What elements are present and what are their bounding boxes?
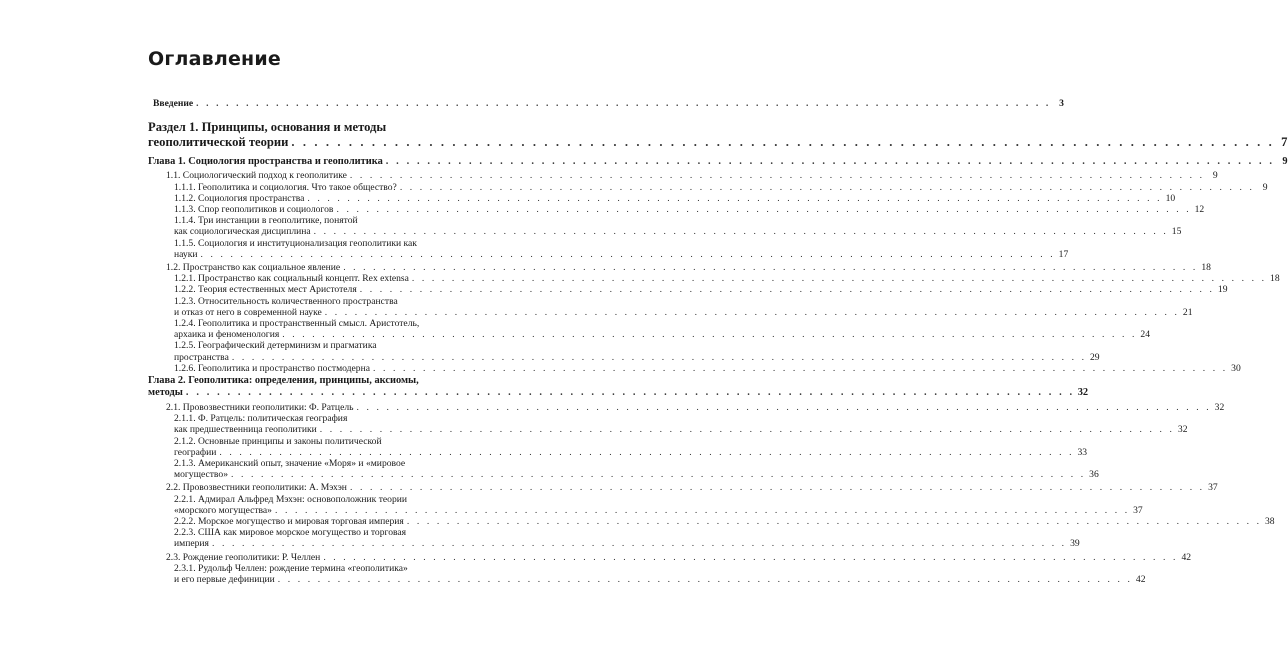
toc-entry-subsub — [148, 237, 1069, 260]
toc-entry-title: 2.3. Рождение геополитики: Р. Челлен — [166, 551, 321, 563]
toc-entry-title: 1.2.6. Геополитика и пространство постмодерна — [174, 362, 370, 374]
toc-entry-title: пространства — [174, 351, 229, 363]
toc-entry-chapter — [148, 375, 1089, 400]
table-of-contents — [148, 98, 1288, 585]
toc-entry-title: 1.2.3. Относительность количественного пространства — [174, 295, 398, 307]
dot-leader: . . . . . . . . . . . . . . . . . . . . . . . . . . . . . . . . . . . . . . . . . . . . . . . . . . . . . . . . . . . . . . . . . . . . . . . . . . . . . . . . . . . . . . — [313, 226, 1169, 238]
dot-leader: . . . . . . . . . . . . . . . . . . . . . . . . . . . . . . . . . . . . . . . . . . . . . . . . . . . . . . . . . . . . . . . . . . . . . . . . . . . . . . . . . . . . . . — [196, 98, 1051, 109]
toc-entry-title: могущество» — [174, 469, 228, 481]
toc-entry-title: как социологическая дисциплина — [174, 226, 311, 238]
toc-entry-title: 2.1.2. Основные принципы и законы политической — [174, 435, 382, 447]
page-number: 9 — [1262, 181, 1268, 193]
page-number: 42 — [1181, 551, 1192, 563]
toc-entry-subsub — [148, 318, 1150, 341]
toc-entry-subsub — [148, 457, 1099, 481]
page-number: 18 — [1201, 262, 1211, 274]
dot-leader: . . . . . . . . . . . . . . . . . . . . . . . . . . . . . . . . . . . . . . . . . . . . . . . . . . . . . . . . . . . . . . . . . . . . . . . . . . . . . . . . . . . . . . — [319, 424, 1175, 436]
dot-leader: . . . . . . . . . . . . . . . . . . . . . . . . . . . . . . . . . . . . . . . . . . . . . . . . . . . . . . . . . . . . . . . . . . . . . . . . . . . . . . . . . . . . . . — [211, 538, 1067, 550]
toc-entry-title: 2.2. Провозвестники геополитики: А. Мэхэн — [166, 482, 347, 494]
dot-leader: . . . . . . . . . . . . . . . . . . . . . . . . . . . . . . . . . . . . . . . . . . . . . . . . . . . . . . . . . . . . . . . . . . . . . . . . . . . . . . . . . . . . . . — [336, 204, 1192, 216]
toc-entry-title: 2.1.3. Американский опыт, значение «Моря» и «мировое — [174, 457, 406, 469]
toc-entry-title: 2.1. Провозвестники геополитики: Ф. Ратцель — [166, 401, 354, 413]
page-number: 32 — [1177, 424, 1188, 436]
dot-leader: . . . . . . . . . . . . . . . . . . . . . . . . . . . . . . . . . . . . . . . . . . . . . . . . . . . . . . . . . . . . . . . . . . . . . . . . . . . . . . . . . . . . . . — [349, 482, 1205, 494]
page-number: 12 — [1194, 204, 1205, 216]
toc-entry-sub — [148, 262, 1211, 274]
page-number: 32 — [1214, 401, 1225, 413]
page-number: 10 — [1165, 192, 1176, 204]
toc-entry-title: и отказ от него в современной науке — [174, 306, 322, 318]
dot-leader: . . . . . . . . . . . . . . . . . . . . . . . . . . . . . . . . . . . . . . . . . . . . . . . . . . . . . . . . . . . . . . . . . . . . . . . . . . . . . . . . . . . . . . — [324, 306, 1180, 318]
toc-entry-subsub — [148, 215, 1182, 238]
dot-leader: . . . . . . . . . . . . . . . . . . . . . . . . . . . . . . . . . . . . . . . . . . . . . . . . . . . . . . . . . . . . . . . . . . . . . . . . . . . . . . . . . . . . . . — [231, 469, 1086, 481]
toc-entry-title: 1.2.5. Географический детерминизм и прагматика — [174, 340, 377, 352]
toc-entry-title: 1.2.4. Геополитика и пространственный смысл. Аристотель, — [174, 318, 420, 330]
toc-entry-title: архаика и феноменология — [174, 329, 280, 341]
toc-entry-subsub — [148, 413, 1188, 436]
page-number: 7 — [1281, 134, 1288, 149]
dot-leader: . . . . . . . . . . . . . . . . . . . . . . . . . . . . . . . . . . . . . . . . . . . . . . . . . . . . . . . . . . . . . . . . . . . . . . . . . . . . . . . . . . . . . . — [291, 134, 1275, 149]
page-number: 21 — [1182, 306, 1193, 318]
page-number: 19 — [1217, 284, 1228, 296]
toc-entry-sub — [148, 551, 1192, 563]
toc-entry-title: науки — [174, 248, 198, 260]
toc-entry-title: Раздел 1. Принципы, основания и методы — [148, 120, 387, 135]
toc-entry-chapter — [148, 156, 1288, 168]
page-number: 18 — [1270, 273, 1280, 285]
toc-entry-sub — [148, 482, 1218, 494]
page-number: 32 — [1077, 387, 1089, 399]
toc-entry-subsub — [148, 204, 1205, 216]
toc-entry-subsub — [148, 562, 1146, 585]
toc-entry-title: 1.1.4. Три инстанции в геополитике, понятой — [174, 215, 358, 227]
page-number: 37 — [1133, 504, 1143, 516]
toc-entry-title: 2.1.1. Ф. Ратцель: политическая география — [174, 413, 348, 425]
page-number: 38 — [1264, 515, 1275, 527]
toc-entry-title: 2.2.3. США как мировое морское могущество и торговая — [174, 527, 407, 539]
page-number: 39 — [1070, 538, 1080, 550]
toc-entry-title: геополитической теории — [148, 134, 289, 149]
toc-entry-title: 2.2.1. Адмирал Альфред Мэхэн: основоположник теории — [174, 493, 408, 505]
toc-entry-title: Введение — [153, 98, 194, 109]
toc-entry-title: 1.2. Пространство как социальное явление — [166, 262, 341, 274]
toc-entry-subsub — [148, 340, 1100, 363]
page-number: 17 — [1058, 248, 1069, 260]
toc-entry-title: как предшественница геополитики — [174, 424, 317, 436]
toc-entry-title: империя — [174, 538, 209, 550]
dot-leader: . . . . . . . . . . . . . . . . . . . . . . . . . . . . . . . . . . . . . . . . . . . . . . . . . . . . . . . . . . . . . . . . . . . . . . . . . . . . . . . . . . . . . . — [406, 515, 1262, 527]
dot-leader: . . . . . . . . . . . . . . . . . . . . . . . . . . . . . . . . . . . . . . . . . . . . . . . . . . . . . . . . . . . . . . . . . . . . . . . . . . . . . . . . . . . . . . — [399, 181, 1255, 193]
dot-leader: . . . . . . . . . . . . . . . . . . . . . . . . . . . . . . . . . . . . . . . . . . . . . . . . . . . . . . . . . . . . . . . . . . . . . . . . . . . . . . . . . . . . . . — [200, 248, 1056, 260]
page-number: 29 — [1089, 351, 1100, 363]
toc-entry-subsub — [148, 284, 1228, 296]
dot-leader: . . . . . . . . . . . . . . . . . . . . . . . . . . . . . . . . . . . . . . . . . . . . . . . . . . . . . . . . . . . . . . . . . . . . . . . . . . . . . . . . . . . . . . — [231, 351, 1087, 363]
toc-entry-title: географии — [174, 446, 217, 458]
page-number: 9 — [1282, 156, 1288, 168]
dot-leader: . . . . . . . . . . . . . . . . . . . . . . . . . . . . . . . . . . . . . . . . . . . . . . . . . . . . . . . . . . . . . . . . . . . . . . . . . . . . . . . . . . . . . . — [411, 273, 1267, 285]
toc-entry-title: 1.1.5. Социология и институционализация геополитики как — [174, 237, 417, 249]
toc-entry-subsub — [148, 192, 1176, 204]
toc-entry-title: 2.2.2. Морское могущество и мировая торговая империя — [174, 515, 404, 527]
toc-entry-title: «морского могущества» — [174, 504, 272, 516]
dot-leader: . . . . . . . . . . . . . . . . . . . . . . . . . . . . . . . . . . . . . . . . . . . . . . . . . . . . . . . . . . . . . . . . . . . . . . . . . . . . . . . . . . . . . . — [373, 362, 1228, 374]
page-title: Оглавление — [148, 48, 281, 70]
toc-entry-title: методы — [148, 387, 183, 399]
toc-entry-title: 1.1. Социологический подход к геополитике — [166, 170, 347, 182]
toc-entry-title: 1.1.1. Геополитика и социология. Что такое общество? — [174, 181, 397, 193]
dot-leader: . . . . . . . . . . . . . . . . . . . . . . . . . . . . . . . . . . . . . . . . . . . . . . . . . . . . . . . . . . . . . . . . . . . . . . . . . . . . . . . . . . . . . . — [323, 551, 1179, 563]
dot-leader: . . . . . . . . . . . . . . . . . . . . . . . . . . . . . . . . . . . . . . . . . . . . . . . . . . . . . . . . . . . . . . . . . . . . . . . . . . . . . . . . . . . . . . — [343, 262, 1198, 274]
dot-leader: . . . . . . . . . . . . . . . . . . . . . . . . . . . . . . . . . . . . . . . . . . . . . . . . . . . . . . . . . . . . . . . . . . . . . . . . . . . . . . . . . . . . . . — [274, 504, 1130, 516]
toc-entry-subsub — [148, 435, 1088, 458]
toc-entry-subsub — [148, 515, 1275, 527]
page-number: 9 — [1212, 170, 1218, 182]
toc-entry-title: 1.2.2. Теория естественных мест Аристотеля — [174, 284, 357, 296]
dot-leader: . . . . . . . . . . . . . . . . . . . . . . . . . . . . . . . . . . . . . . . . . . . . . . . . . . . . . . . . . . . . . . . . . . . . . . . . . . . . . . . . . . . . . . — [385, 156, 1275, 168]
page-number: 37 — [1208, 482, 1218, 494]
page-number: 24 — [1140, 329, 1150, 341]
dot-leader: . . . . . . . . . . . . . . . . . . . . . . . . . . . . . . . . . . . . . . . . . . . . . . . . . . . . . . . . . . . . . . . . . . . . . . . . . . . . . . . . . . . . . . — [307, 192, 1163, 204]
toc-entry-title: и его первые дефиниции — [174, 573, 275, 585]
page-number: 42 — [1135, 573, 1146, 585]
dot-leader: . . . . . . . . . . . . . . . . . . . . . . . . . . . . . . . . . . . . . . . . . . . . . . . . . . . . . . . . . . . . . . . . . . . . . . . . . . . . . . . . . . . . . . — [277, 573, 1133, 585]
toc-entry-title: Глава 1. Социология пространства и геополитика — [148, 156, 383, 168]
dot-leader: . . . . . . . . . . . . . . . . . . . . . . . . . . . . . . . . . . . . . . . . . . . . . . . . . . . . . . . . . . . . . . . . . . . . . . . . . . . . . . . . . . . . . . — [356, 401, 1212, 413]
toc-entry-subsub — [148, 295, 1193, 318]
toc-entry-sub — [148, 401, 1225, 413]
dot-leader: . . . . . . . . . . . . . . . . . . . . . . . . . . . . . . . . . . . . . . . . . . . . . . . . . . . . . . . . . . . . . . . . . . . . . . . . . . . . . . . . . . . . . . — [282, 329, 1137, 341]
toc-entry-subsub — [148, 273, 1280, 285]
page-number: 3 — [1059, 98, 1064, 109]
toc-entry-title: Глава 2. Геополитика: определения, принципы, аксиомы, — [148, 375, 419, 387]
toc-entry-subsub — [148, 493, 1143, 516]
toc-entry-title: 1.1.3. Спор геополитиков и социологов — [174, 204, 334, 216]
toc-entry-title: 1.1.2. Социология пространства — [174, 192, 305, 204]
dot-leader: . . . . . . . . . . . . . . . . . . . . . . . . . . . . . . . . . . . . . . . . . . . . . . . . . . . . . . . . . . . . . . . . . . . . . . . . . . . . . . . . . . . . . . — [185, 387, 1075, 399]
dot-leader: . . . . . . . . . . . . . . . . . . . . . . . . . . . . . . . . . . . . . . . . . . . . . . . . . . . . . . . . . . . . . . . . . . . . . . . . . . . . . . . . . . . . . . — [219, 446, 1075, 458]
toc-entry-title: 1.2.1. Пространство как социальный концепт. Rex extensa — [174, 273, 409, 285]
toc-entry-sub — [148, 170, 1218, 182]
toc-entry-subsub — [148, 527, 1080, 550]
toc-entry-title: 2.3.1. Рудольф Челлен: рождение термина «геополитика» — [174, 562, 408, 574]
toc-entry-section — [148, 120, 1288, 149]
dot-leader: . . . . . . . . . . . . . . . . . . . . . . . . . . . . . . . . . . . . . . . . . . . . . . . . . . . . . . . . . . . . . . . . . . . . . . . . . . . . . . . . . . . . . . — [349, 170, 1205, 182]
page-number: 33 — [1077, 446, 1088, 458]
page-number: 15 — [1171, 226, 1182, 238]
dot-leader: . . . . . . . . . . . . . . . . . . . . . . . . . . . . . . . . . . . . . . . . . . . . . . . . . . . . . . . . . . . . . . . . . . . . . . . . . . . . . . . . . . . . . . — [359, 284, 1215, 296]
toc-entry-intro — [148, 98, 1064, 109]
toc-entry-subsub — [148, 362, 1241, 374]
toc-entry-subsub — [148, 181, 1268, 193]
page-number: 30 — [1231, 362, 1241, 374]
page-number: 36 — [1089, 469, 1099, 481]
